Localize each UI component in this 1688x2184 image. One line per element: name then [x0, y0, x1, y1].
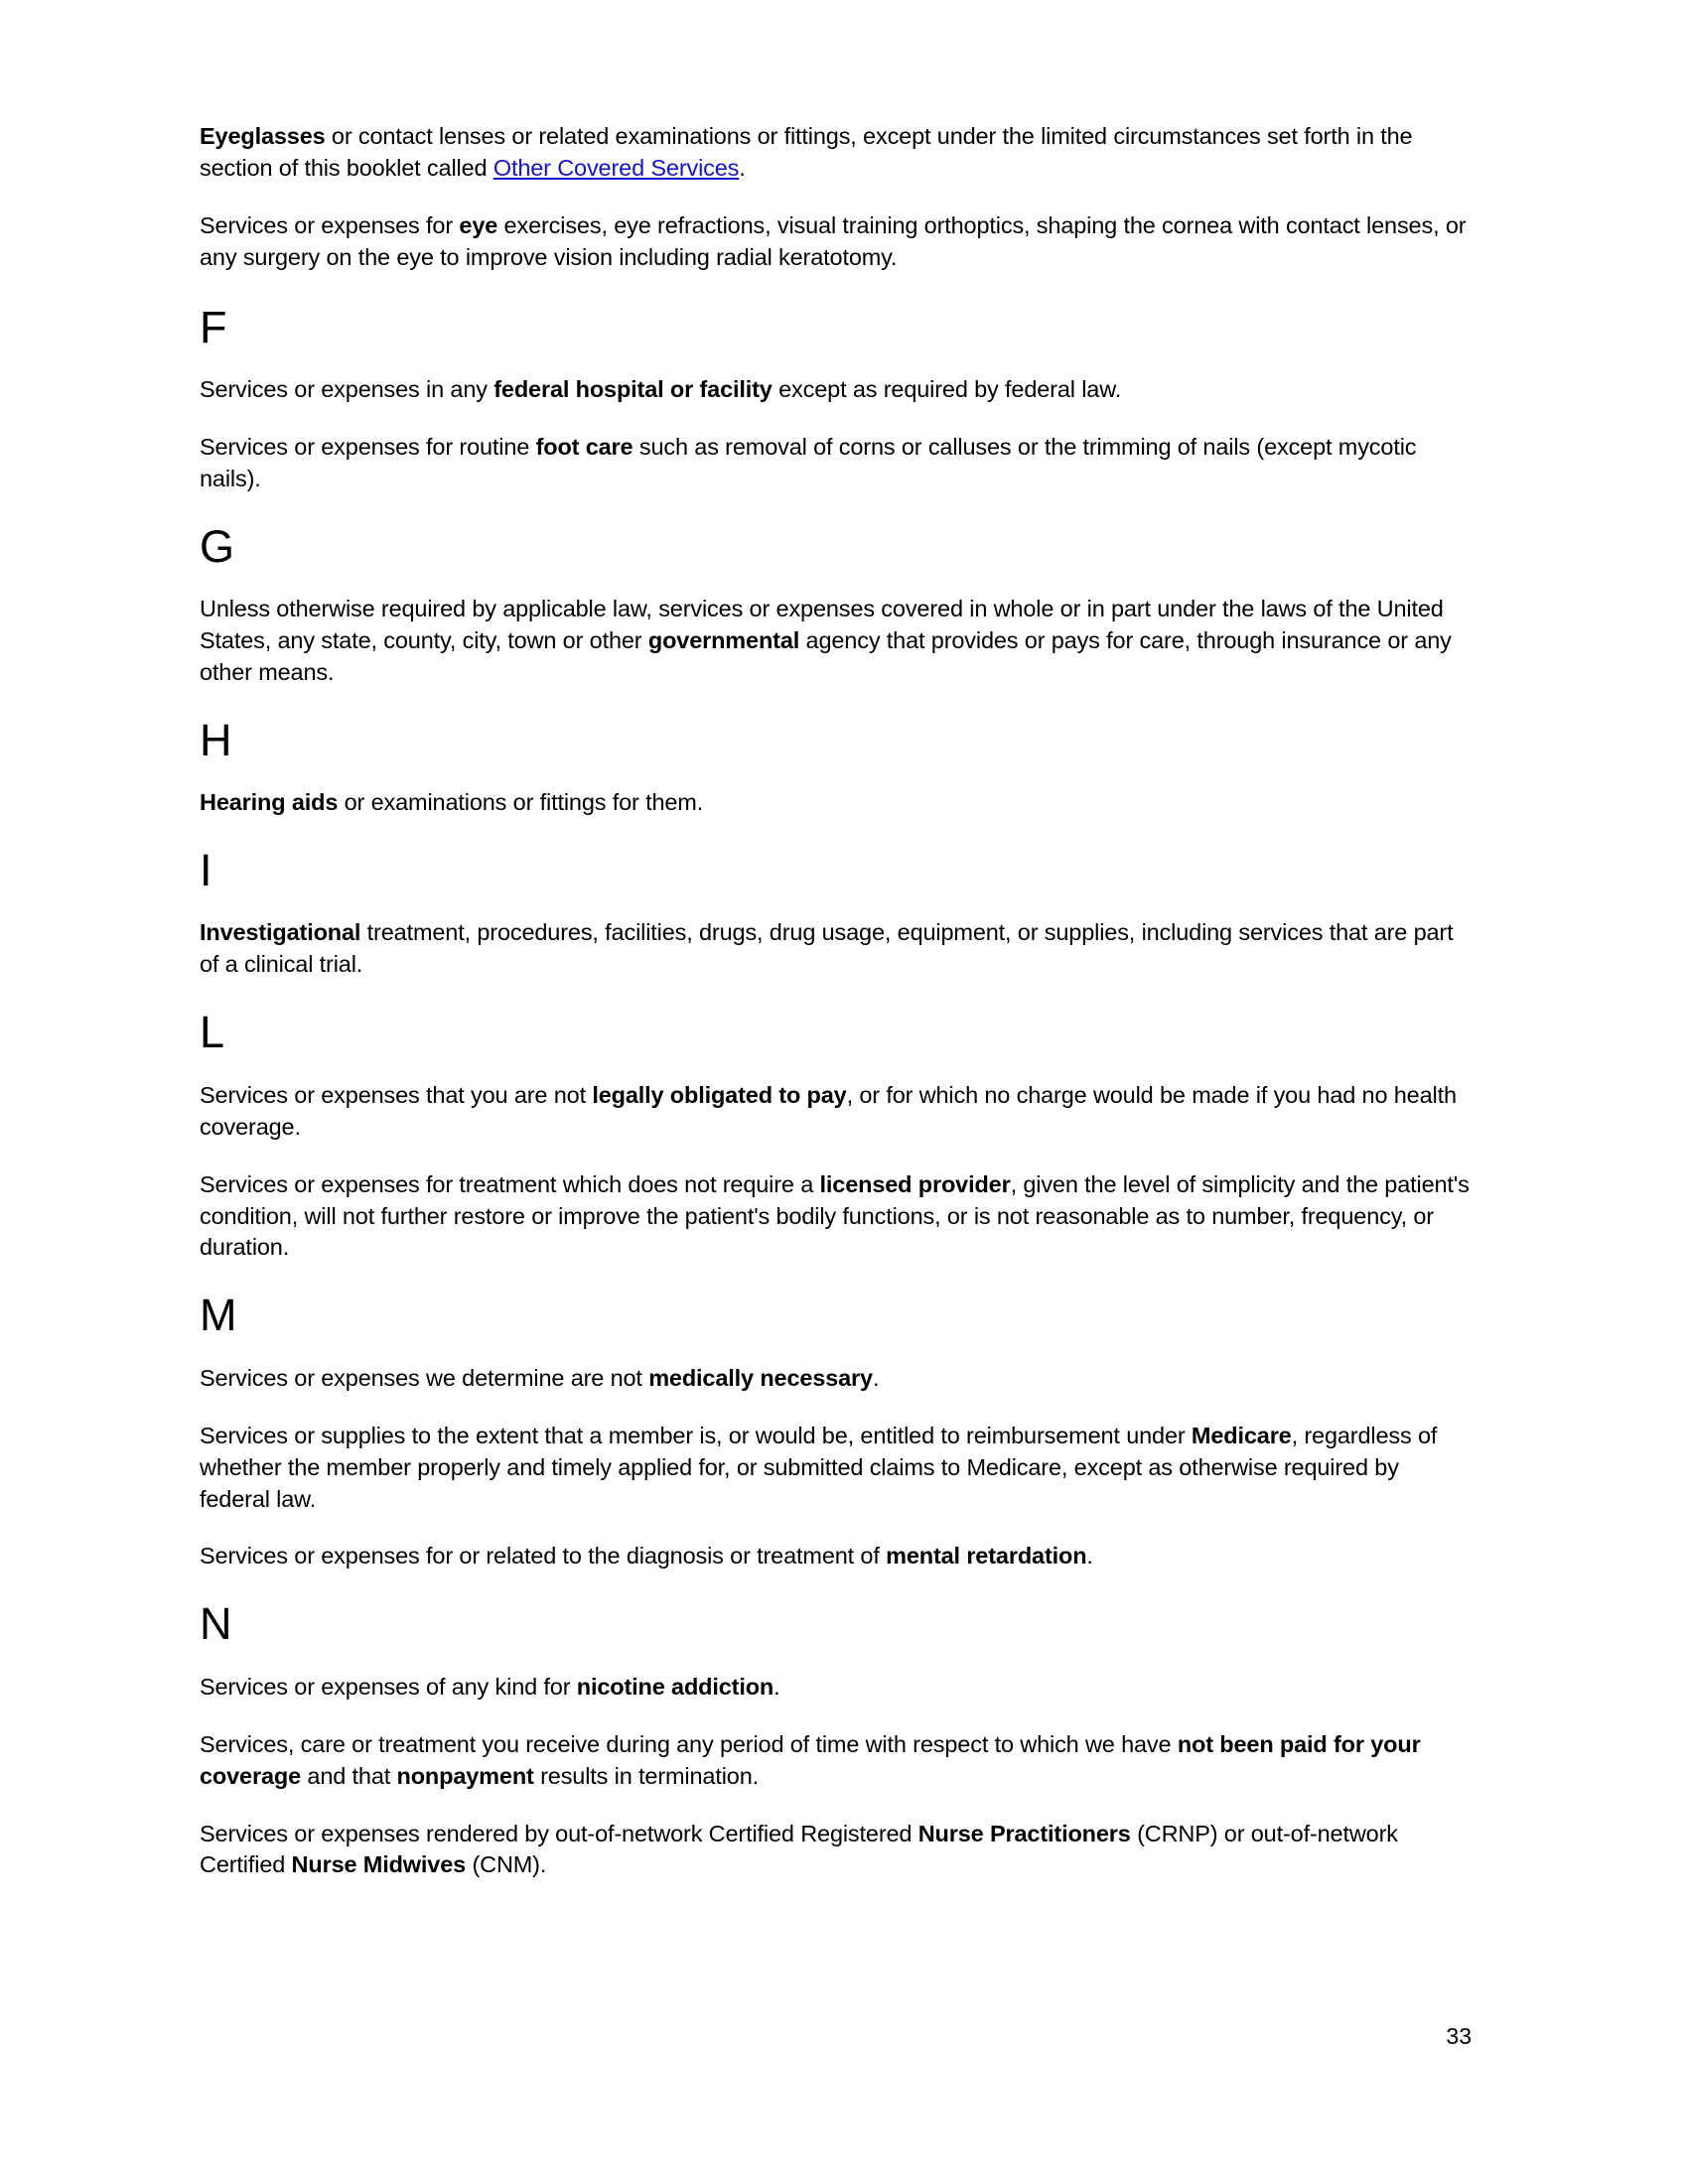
page-number: 33 [1446, 2023, 1472, 2049]
emphasis-term: mental retardation [886, 1543, 1087, 1570]
text-run: Services or expenses of any kind for [200, 1673, 577, 1700]
text-run: treatment, procedures, facilities, drugs, drug usage, equipment, or supplies, including services that are part of a clinical trial. [200, 919, 1454, 978]
paragraph-nonpayment [200, 1729, 1473, 1793]
emphasis-term: medically necessary [648, 1364, 873, 1391]
text-run: L [200, 1007, 225, 1058]
text-run: G [200, 520, 235, 572]
paragraph-eyeglasses [200, 121, 1473, 185]
section-heading-i [200, 845, 1473, 896]
emphasis-term: nicotine addiction [576, 1673, 774, 1700]
paragraph-eye-exercises [200, 210, 1473, 274]
text-run: and that [301, 1762, 397, 1789]
text-run: or contact lenses or related examinations or fittings, except under the limited circumstances set forth in the section of this booklet called [200, 123, 1413, 181]
emphasis-term: Nurse Midwives [291, 1851, 467, 1878]
emphasis-term: not been paid for your coverage [200, 1730, 1421, 1789]
section-heading-n [200, 1598, 1473, 1650]
emphasis-term: governmental [647, 627, 800, 654]
emphasis-term: Nurse Practitioners [917, 1820, 1131, 1846]
text-run: (CRNP) or out-of-network Certified [200, 1820, 1398, 1878]
text-run: Services or expenses rendered by out-of-network Certified Registered [200, 1820, 918, 1846]
text-run: Services or supplies to the extent that a member is, or would be, entitled to reimbursement under [200, 1422, 1192, 1448]
section-heading-m [200, 1290, 1473, 1341]
text-run: or examinations or fittings for them. [338, 789, 704, 816]
emphasis-term: Hearing aids [200, 789, 339, 816]
text-run: , regardless of whether the member properly and timely applied for, or submitted claims to Medicare, except as otherwise required by federal law. [200, 1422, 1438, 1512]
section-heading-g [200, 520, 1473, 572]
text-run: Services or expenses that you are not [200, 1081, 593, 1108]
text-run: . [1086, 1543, 1093, 1570]
emphasis-term: eye [459, 211, 498, 238]
text-run: , or for which no charge would be made if you had no health coverage. [200, 1081, 1457, 1140]
text-run: except as required by federal law. [772, 376, 1122, 403]
emphasis-term: Medicare [1191, 1422, 1292, 1448]
text-run: N [200, 1598, 232, 1650]
text-run: Unless otherwise required by applicable law, services or expenses covered in whole or in part under the laws of the United States, any state, county, city, town or other [200, 596, 1444, 654]
emphasis-term: foot care [535, 434, 633, 461]
text-run: Services or expenses in any [200, 376, 494, 403]
other-covered-services-link[interactable]: Other Covered Services [492, 154, 740, 181]
text-run: Services or expenses for treatment which does not require a [200, 1170, 820, 1197]
text-run: . [872, 1364, 880, 1391]
text-run: , given the level of simplicity and the patient's condition, will not further restore or improve the patient's bodily functions, or is not reasonable as to number, frequency, or duration. [200, 1170, 1470, 1261]
text-run: Services or expenses we determine are not [200, 1364, 649, 1391]
text-run: M [200, 1290, 237, 1341]
emphasis-term: Investigational [200, 919, 361, 946]
paragraph-medically-necessary [200, 1363, 1473, 1395]
paragraph-foot-care [200, 432, 1473, 495]
section-heading-h [200, 715, 1473, 766]
text-run: Services or expenses for [200, 211, 460, 238]
text-run: I [200, 845, 212, 896]
paragraph-hearing-aids [200, 787, 1473, 819]
emphasis-term: federal hospital or facility [493, 376, 773, 403]
emphasis-term: Eyeglasses [200, 123, 326, 149]
text-run: Services, care or treatment you receive during any period of time with respect to which we have [200, 1730, 1178, 1757]
text-run: . [774, 1673, 780, 1700]
section-heading-l [200, 1007, 1473, 1058]
text-run: . [739, 154, 746, 181]
text-run: agency that provides or pays for care, through insurance or any other means. [200, 627, 1452, 686]
text-run: Services or expenses for routine [200, 434, 536, 461]
paragraph-nicotine-addiction [200, 1672, 1473, 1704]
document-body [200, 121, 1473, 1907]
paragraph-nurse-practitioners [200, 1819, 1473, 1882]
paragraph-licensed-provider [200, 1169, 1473, 1265]
paragraph-governmental [200, 594, 1473, 689]
text-run: exercises, eye refractions, visual training orthoptics, shaping the cornea with contact lenses, or any surgery on the eye to improve vision including radial keratotomy. [200, 211, 1467, 270]
text-run: F [200, 301, 227, 352]
emphasis-term: licensed provider [819, 1170, 1011, 1197]
section-heading-f [200, 301, 1473, 352]
text-run: such as removal of corns or calluses or the trimming of nails (except mycotic nails). [200, 434, 1417, 491]
emphasis-term: nonpayment [396, 1762, 534, 1789]
text-run: H [200, 715, 232, 766]
paragraph-mental-retardation [200, 1541, 1473, 1572]
text-run: results in termination. [533, 1762, 760, 1789]
paragraph-federal-hospital [200, 374, 1473, 406]
paragraph-legally-obligated [200, 1080, 1473, 1144]
emphasis-term: legally obligated to pay [592, 1081, 847, 1108]
text-run: (CNM). [466, 1851, 547, 1878]
paragraph-medicare [200, 1421, 1473, 1516]
paragraph-investigational [200, 917, 1473, 981]
text-run: Services or expenses for or related to the diagnosis or treatment of [200, 1543, 887, 1570]
